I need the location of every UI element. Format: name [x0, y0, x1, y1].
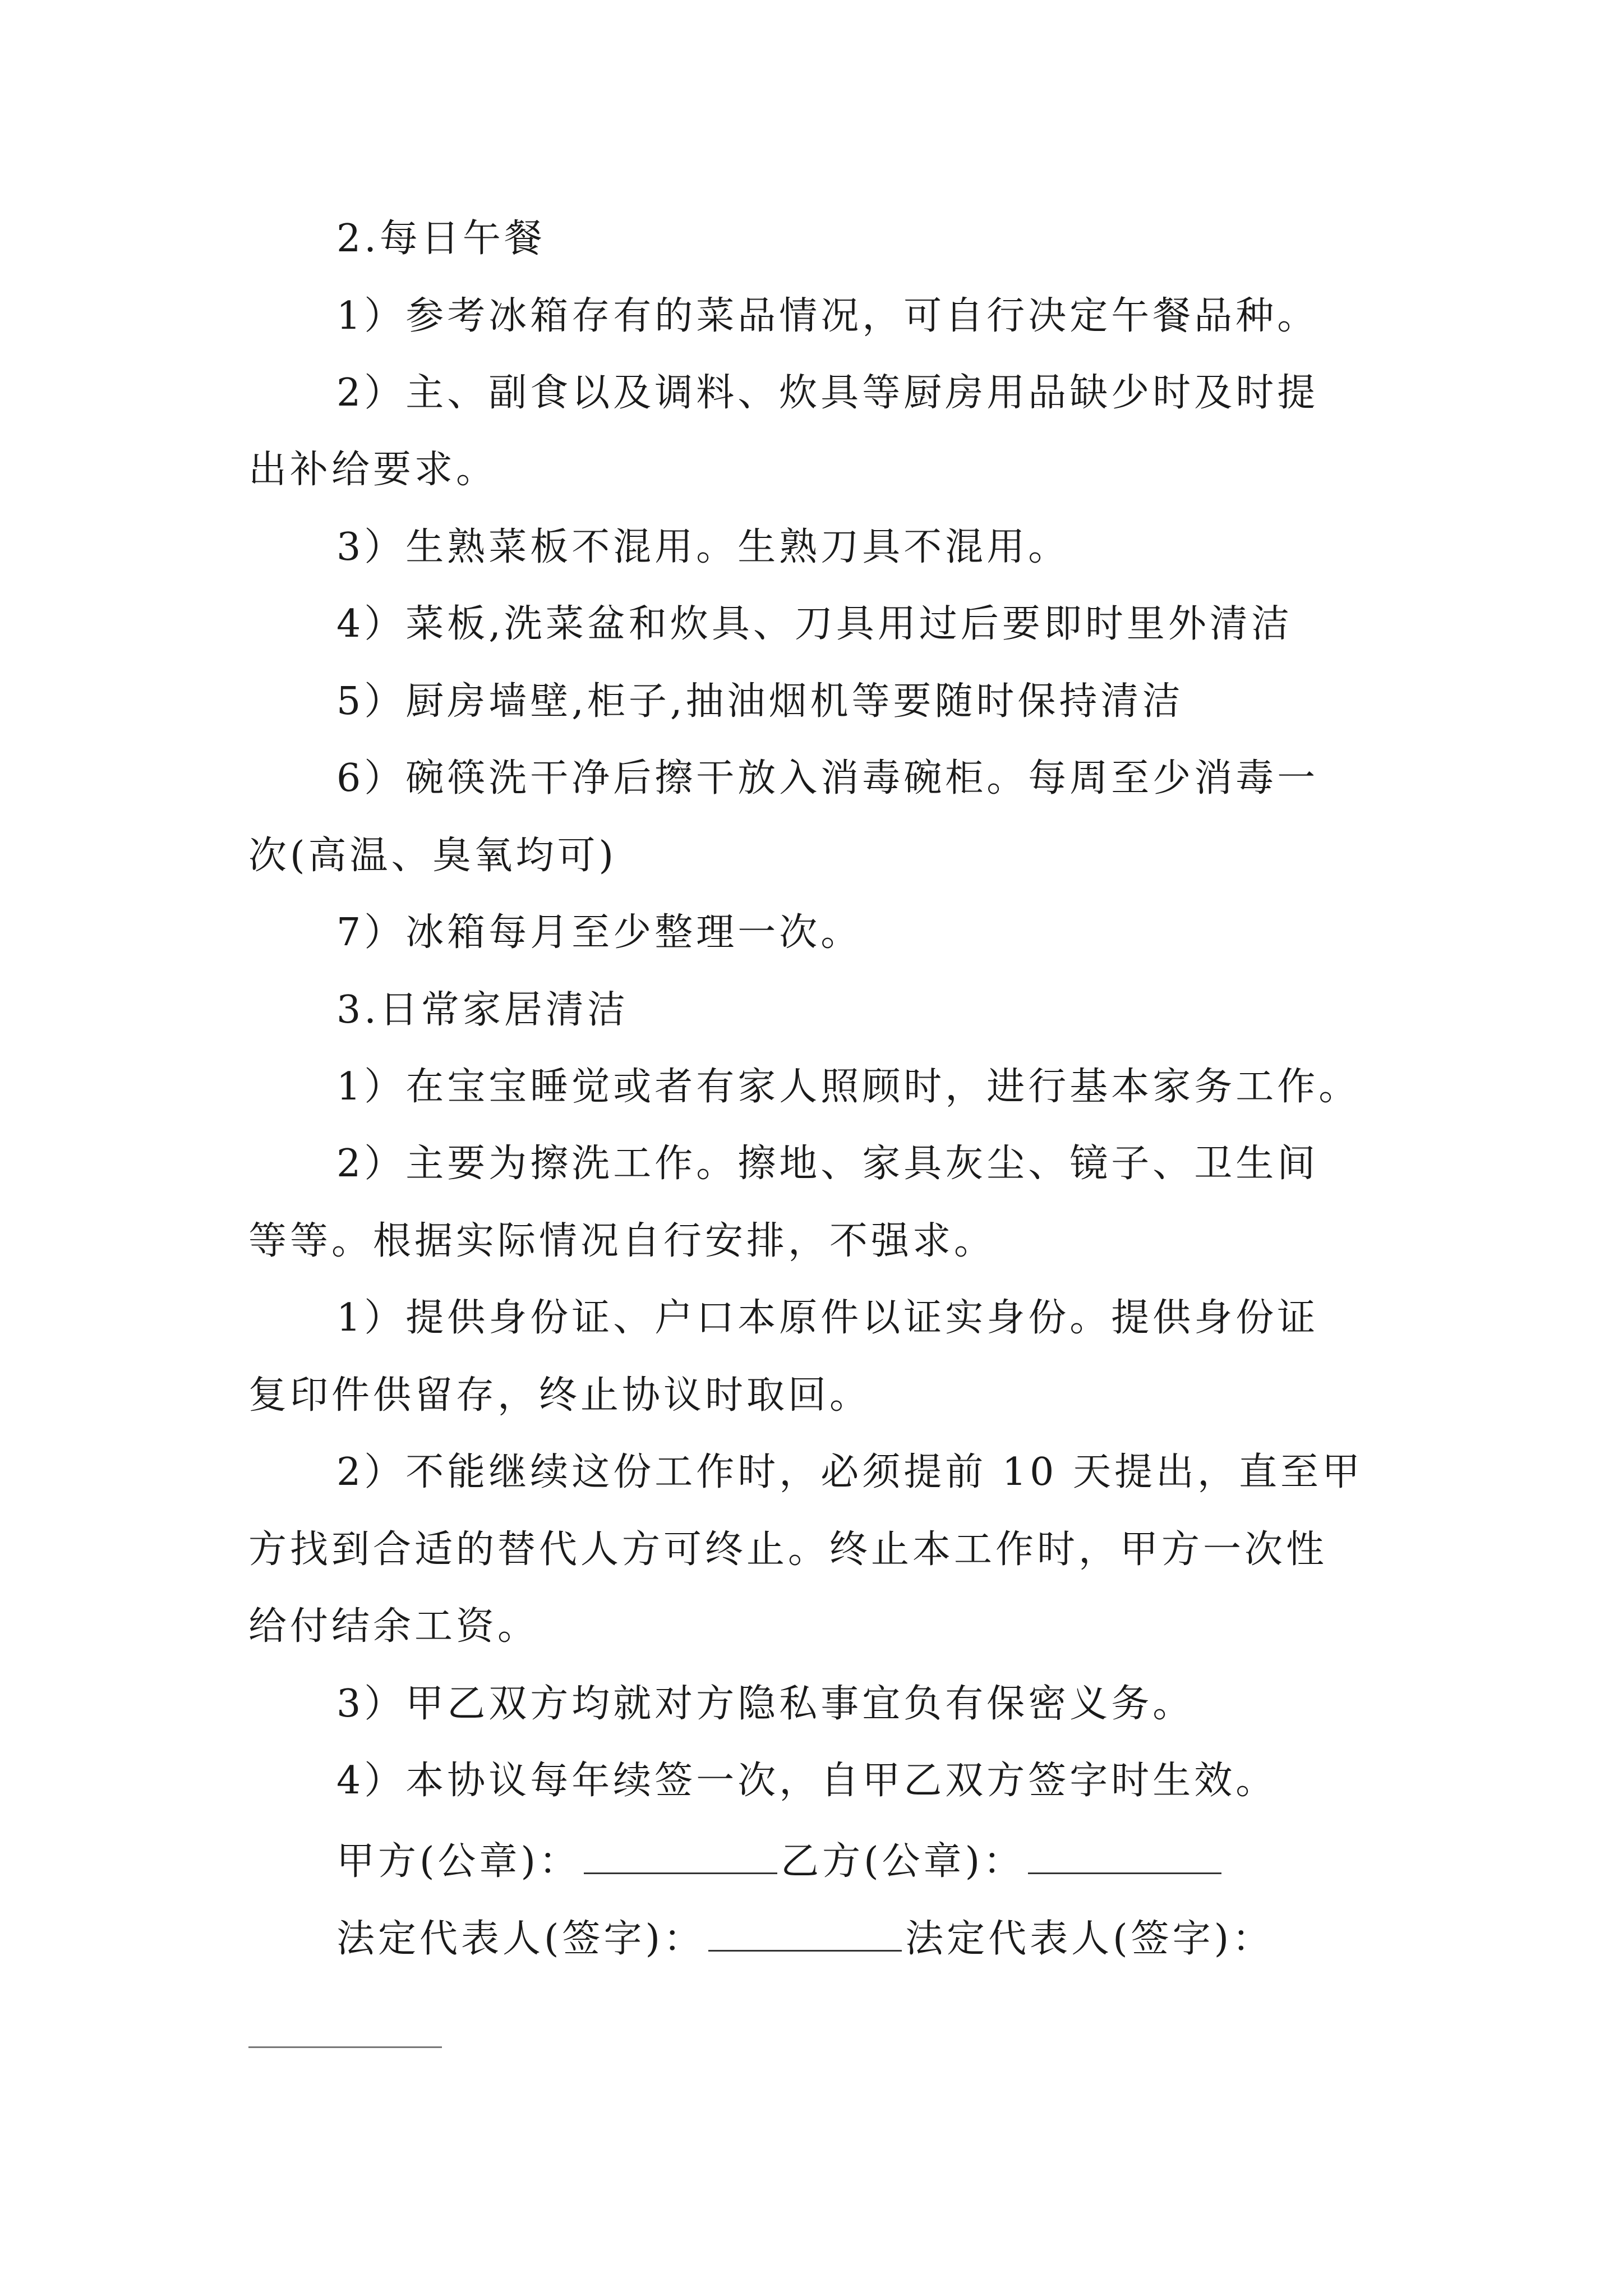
section-heading-lunch: 2.每日午餐: [336, 217, 546, 261]
paragraph-line: 7）冰箱每月至少整理一次。: [336, 910, 863, 955]
signature-seal-row: [336, 1839, 1225, 1884]
party-b-seal-blank: [1028, 1839, 1221, 1874]
paragraph-line: 1）参考冰箱存有的菜品情况，可自行决定午餐品种。: [336, 294, 1319, 338]
paragraph-line: 4）本协议每年续签一次，自甲乙双方签字时生效。: [336, 1759, 1278, 1803]
paragraph-line: 出补给要求。: [248, 448, 498, 492]
paragraph-line: 1）在宝宝睡觉或者有家人照顾时，进行基本家务工作。: [336, 1065, 1361, 1109]
paragraph-line: 等等。根据实际情况自行安排，不强求。: [248, 1219, 996, 1263]
party-b-representative-label: 法定代表人(签字)：: [905, 1917, 1274, 1961]
paragraph-line: 3）甲乙双方均就对方隐私事宜负有保密义务。: [336, 1682, 1195, 1726]
party-b-seal-label: 乙方(公章)：: [781, 1839, 1025, 1884]
paragraph-line: 4）菜板,洗菜盆和炊具、刀具用过后要即时里外清洁: [336, 602, 1293, 646]
paragraph-line: 2）不能继续这份工作时，必须提前 10 天提出，直至甲: [336, 1450, 1364, 1494]
paragraph-line: 2）主、副食以及调料、炊具等厨房用品缺少时及时提: [336, 371, 1319, 415]
paragraph-line: 5）厨房墙壁,柜子,抽油烟机等要随时保持清洁: [336, 679, 1184, 724]
party-a-seal-label: 甲方(公章)：: [336, 1839, 581, 1884]
paragraph-line: 1）提供身份证、户口本原件以证实身份。提供身份证: [336, 1296, 1319, 1340]
party-b-representative-blank: [248, 2046, 442, 2048]
paragraph-line: 复印件供留存，终止协议时取回。: [248, 1373, 872, 1418]
paragraph-line: 2）主要为擦洗工作。擦地、家具灰尘、镜子、卫生间: [336, 1142, 1319, 1186]
paragraph-line: 次(高温、臭氧均可): [248, 834, 617, 878]
section-heading-cleaning: 3.日常家居清洁: [336, 988, 629, 1032]
signature-representative-row: [336, 1916, 1274, 1961]
party-a-representative-blank: [708, 1916, 902, 1952]
party-a-seal-blank: [584, 1839, 777, 1874]
paragraph-line: 3）生熟菜板不混用。生熟刀具不混用。: [336, 525, 1070, 569]
paragraph-line: 方找到合适的替代人方可终止。终止本工作时，甲方一次性: [248, 1527, 1328, 1572]
paragraph-line: 6）碗筷洗干净后擦干放入消毒碗柜。每周至少消毒一: [336, 756, 1319, 800]
paragraph-line: 给付结余工资。: [248, 1604, 540, 1649]
party-a-representative-label: 法定代表人(签字)：: [336, 1917, 706, 1961]
